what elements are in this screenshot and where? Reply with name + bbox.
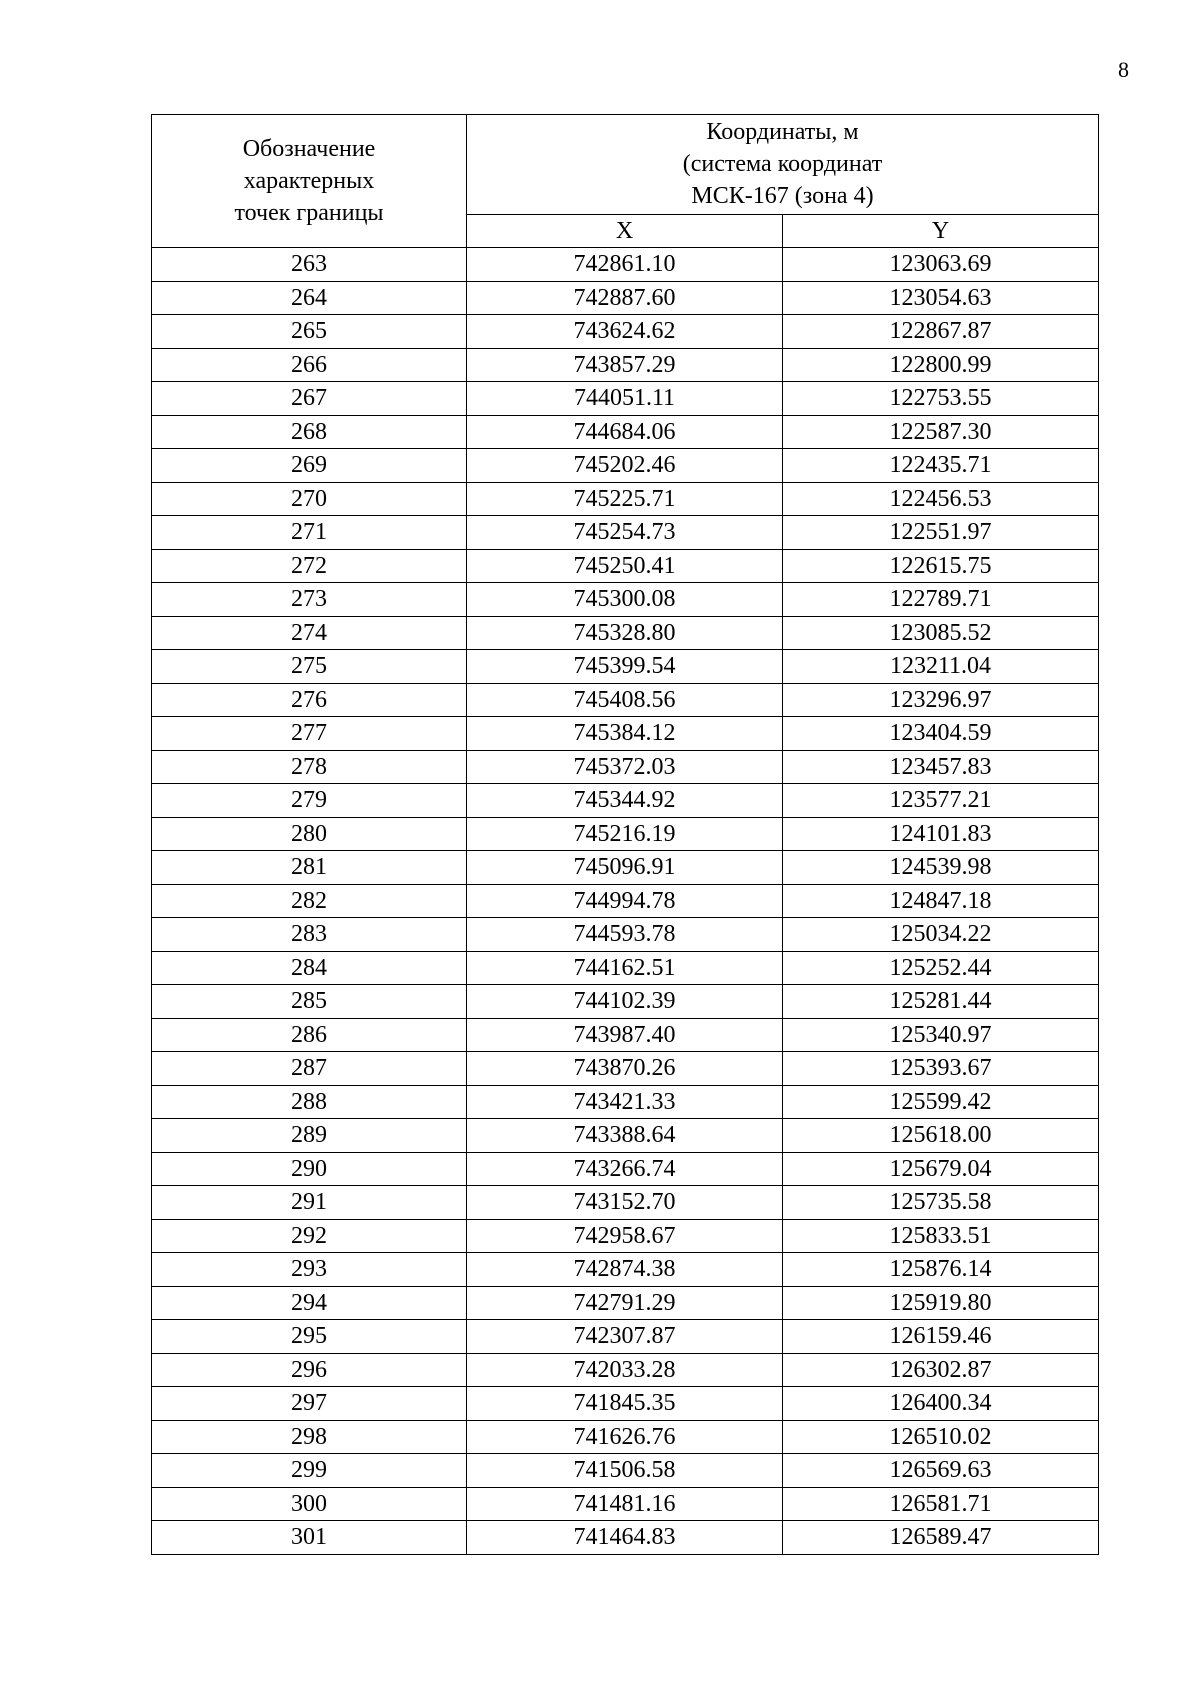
point-cell: 282 [152, 884, 467, 918]
table-row [152, 650, 1099, 684]
point-cell: 267 [152, 382, 467, 416]
point-cell: 298 [152, 1420, 467, 1454]
table-row [152, 1085, 1099, 1119]
x-column-header: X [467, 214, 783, 247]
x-coordinate-cell: 742307.87 [467, 1320, 783, 1354]
table-row [152, 1320, 1099, 1354]
y-coordinate-cell: 126400.34 [783, 1387, 1099, 1421]
point-cell: 289 [152, 1119, 467, 1153]
point-cell: 269 [152, 449, 467, 483]
table-row [152, 315, 1099, 349]
y-coordinate-cell: 125679.04 [783, 1152, 1099, 1186]
point-cell: 274 [152, 616, 467, 650]
point-cell: 287 [152, 1052, 467, 1086]
table-row [152, 1253, 1099, 1287]
y-coordinate-cell: 125393.67 [783, 1052, 1099, 1086]
y-coordinate-cell: 122800.99 [783, 348, 1099, 382]
y-coordinate-cell: 123063.69 [783, 248, 1099, 282]
y-coordinate-cell: 125281.44 [783, 985, 1099, 1019]
x-coordinate-cell: 742861.10 [467, 248, 783, 282]
x-coordinate-cell: 743857.29 [467, 348, 783, 382]
x-coordinate-cell: 742958.67 [467, 1219, 783, 1253]
y-coordinate-cell: 122753.55 [783, 382, 1099, 416]
x-coordinate-cell: 744684.06 [467, 415, 783, 449]
point-header-line: характерных [243, 168, 375, 194]
y-coordinate-cell: 125618.00 [783, 1119, 1099, 1153]
x-coordinate-cell: 742033.28 [467, 1353, 783, 1387]
point-cell: 283 [152, 918, 467, 952]
table-header [152, 115, 1099, 248]
y-coordinate-cell: 123054.63 [783, 281, 1099, 315]
y-coordinate-cell: 123457.83 [783, 750, 1099, 784]
point-cell: 291 [152, 1186, 467, 1220]
coords-header-line: Координаты, м [706, 119, 859, 146]
x-coordinate-cell: 745408.56 [467, 683, 783, 717]
x-coordinate-cell: 741464.83 [467, 1521, 783, 1555]
y-coordinate-cell: 124101.83 [783, 817, 1099, 851]
point-cell: 279 [152, 784, 467, 818]
x-coordinate-cell: 742874.38 [467, 1253, 783, 1287]
point-cell: 272 [152, 549, 467, 583]
x-coordinate-cell: 743624.62 [467, 315, 783, 349]
table-row [152, 1521, 1099, 1555]
table-row [152, 482, 1099, 516]
x-coordinate-cell: 743388.64 [467, 1119, 783, 1153]
coordinates-table [151, 114, 1099, 1555]
y-coordinate-cell: 125599.42 [783, 1085, 1099, 1119]
table-row [152, 1152, 1099, 1186]
y-coordinate-cell: 122551.97 [783, 516, 1099, 550]
point-cell: 284 [152, 951, 467, 985]
point-cell: 293 [152, 1253, 467, 1287]
y-coordinate-cell: 123211.04 [783, 650, 1099, 684]
x-coordinate-cell: 744051.11 [467, 382, 783, 416]
y-coordinate-cell: 122789.71 [783, 583, 1099, 617]
table-row [152, 717, 1099, 751]
x-coordinate-cell: 741626.76 [467, 1420, 783, 1454]
x-coordinate-cell: 745216.19 [467, 817, 783, 851]
point-cell: 286 [152, 1018, 467, 1052]
point-cell: 292 [152, 1219, 467, 1253]
x-coordinate-cell: 745399.54 [467, 650, 783, 684]
table-row [152, 1454, 1099, 1488]
table-row [152, 750, 1099, 784]
x-coordinate-cell: 744994.78 [467, 884, 783, 918]
table-row [152, 817, 1099, 851]
y-coordinate-cell: 126589.47 [783, 1521, 1099, 1555]
point-cell: 276 [152, 683, 467, 717]
table-row [152, 415, 1099, 449]
x-coordinate-cell: 745372.03 [467, 750, 783, 784]
x-coordinate-cell: 744162.51 [467, 951, 783, 985]
table-row [152, 348, 1099, 382]
x-coordinate-cell: 743870.26 [467, 1052, 783, 1086]
table-row [152, 1487, 1099, 1521]
table-row [152, 918, 1099, 952]
y-coordinate-cell: 124847.18 [783, 884, 1099, 918]
point-cell: 265 [152, 315, 467, 349]
y-coordinate-cell: 125735.58 [783, 1186, 1099, 1220]
table-row [152, 1018, 1099, 1052]
point-cell: 296 [152, 1353, 467, 1387]
table-row [152, 1052, 1099, 1086]
table-row [152, 616, 1099, 650]
x-coordinate-cell: 741845.35 [467, 1387, 783, 1421]
y-coordinate-cell: 122615.75 [783, 549, 1099, 583]
x-coordinate-cell: 742887.60 [467, 281, 783, 315]
y-coordinate-cell: 125833.51 [783, 1219, 1099, 1253]
table-row [152, 1387, 1099, 1421]
table-row [152, 851, 1099, 885]
point-cell: 301 [152, 1521, 467, 1555]
table-row [152, 683, 1099, 717]
y-coordinate-cell: 125252.44 [783, 951, 1099, 985]
y-coordinate-cell: 125340.97 [783, 1018, 1099, 1052]
point-cell: 280 [152, 817, 467, 851]
point-cell: 275 [152, 650, 467, 684]
x-coordinate-cell: 741506.58 [467, 1454, 783, 1488]
point-cell: 281 [152, 851, 467, 885]
point-cell: 297 [152, 1387, 467, 1421]
table-row [152, 951, 1099, 985]
x-coordinate-cell: 743266.74 [467, 1152, 783, 1186]
point-cell: 268 [152, 415, 467, 449]
table-row [152, 248, 1099, 282]
point-cell: 278 [152, 750, 467, 784]
table-row [152, 1353, 1099, 1387]
x-coordinate-cell: 741481.16 [467, 1487, 783, 1521]
x-coordinate-cell: 745250.41 [467, 549, 783, 583]
point-cell: 264 [152, 281, 467, 315]
point-cell: 295 [152, 1320, 467, 1354]
y-coordinate-cell: 126302.87 [783, 1353, 1099, 1387]
point-cell: 294 [152, 1286, 467, 1320]
x-coordinate-cell: 745384.12 [467, 717, 783, 751]
y-coordinate-cell: 125876.14 [783, 1253, 1099, 1287]
x-coordinate-cell: 743152.70 [467, 1186, 783, 1220]
x-coordinate-cell: 745344.92 [467, 784, 783, 818]
point-cell: 285 [152, 985, 467, 1019]
point-cell: 277 [152, 717, 467, 751]
x-coordinate-cell: 745300.08 [467, 583, 783, 617]
table-row [152, 516, 1099, 550]
table-row [152, 382, 1099, 416]
x-coordinate-cell: 744102.39 [467, 985, 783, 1019]
y-coordinate-cell: 124539.98 [783, 851, 1099, 885]
table-row [152, 281, 1099, 315]
x-coordinate-cell: 745328.80 [467, 616, 783, 650]
y-coordinate-cell: 126159.46 [783, 1320, 1099, 1354]
table-row [152, 1286, 1099, 1320]
y-coordinate-cell: 126510.02 [783, 1420, 1099, 1454]
x-coordinate-cell: 745096.91 [467, 851, 783, 885]
point-cell: 290 [152, 1152, 467, 1186]
table-row [152, 884, 1099, 918]
y-coordinate-cell: 123085.52 [783, 616, 1099, 650]
y-coordinate-cell: 125919.80 [783, 1286, 1099, 1320]
point-cell: 263 [152, 248, 467, 282]
table-row [152, 1119, 1099, 1153]
point-cell: 266 [152, 348, 467, 382]
y-column-header: Y [783, 214, 1099, 247]
x-coordinate-cell: 745202.46 [467, 449, 783, 483]
point-header-line: Обозначение [242, 136, 376, 162]
table-row [152, 1186, 1099, 1220]
y-coordinate-cell: 122435.71 [783, 449, 1099, 483]
coords-header-line: МСК-167 (зона 4) [691, 183, 874, 210]
table-row [152, 985, 1099, 1019]
table-row [152, 1219, 1099, 1253]
point-cell: 300 [152, 1487, 467, 1521]
table-row [152, 1420, 1099, 1454]
y-coordinate-cell: 126569.63 [783, 1454, 1099, 1488]
y-coordinate-cell: 122587.30 [783, 415, 1099, 449]
x-coordinate-cell: 743987.40 [467, 1018, 783, 1052]
coords-header-line: (система координат [682, 151, 883, 178]
x-coordinate-cell: 745254.73 [467, 516, 783, 550]
point-header-line: точек границы [234, 200, 384, 226]
coordinates-group-header [467, 115, 1099, 215]
x-coordinate-cell: 743421.33 [467, 1085, 783, 1119]
y-coordinate-cell: 126581.71 [783, 1487, 1099, 1521]
x-coordinate-cell: 742791.29 [467, 1286, 783, 1320]
table-row [152, 549, 1099, 583]
page-number: 8 [1118, 57, 1129, 82]
table-row [152, 583, 1099, 617]
y-coordinate-cell: 122456.53 [783, 482, 1099, 516]
table-body [152, 248, 1099, 1555]
point-cell: 288 [152, 1085, 467, 1119]
y-coordinate-cell: 123404.59 [783, 717, 1099, 751]
y-coordinate-cell: 123577.21 [783, 784, 1099, 818]
y-coordinate-cell: 125034.22 [783, 918, 1099, 952]
table-row [152, 449, 1099, 483]
point-designation-header [152, 115, 467, 248]
y-coordinate-cell: 123296.97 [783, 683, 1099, 717]
point-cell: 299 [152, 1454, 467, 1488]
y-coordinate-cell: 122867.87 [783, 315, 1099, 349]
table-row [152, 784, 1099, 818]
point-cell: 273 [152, 583, 467, 617]
x-coordinate-cell: 745225.71 [467, 482, 783, 516]
x-coordinate-cell: 744593.78 [467, 918, 783, 952]
point-cell: 271 [152, 516, 467, 550]
point-cell: 270 [152, 482, 467, 516]
